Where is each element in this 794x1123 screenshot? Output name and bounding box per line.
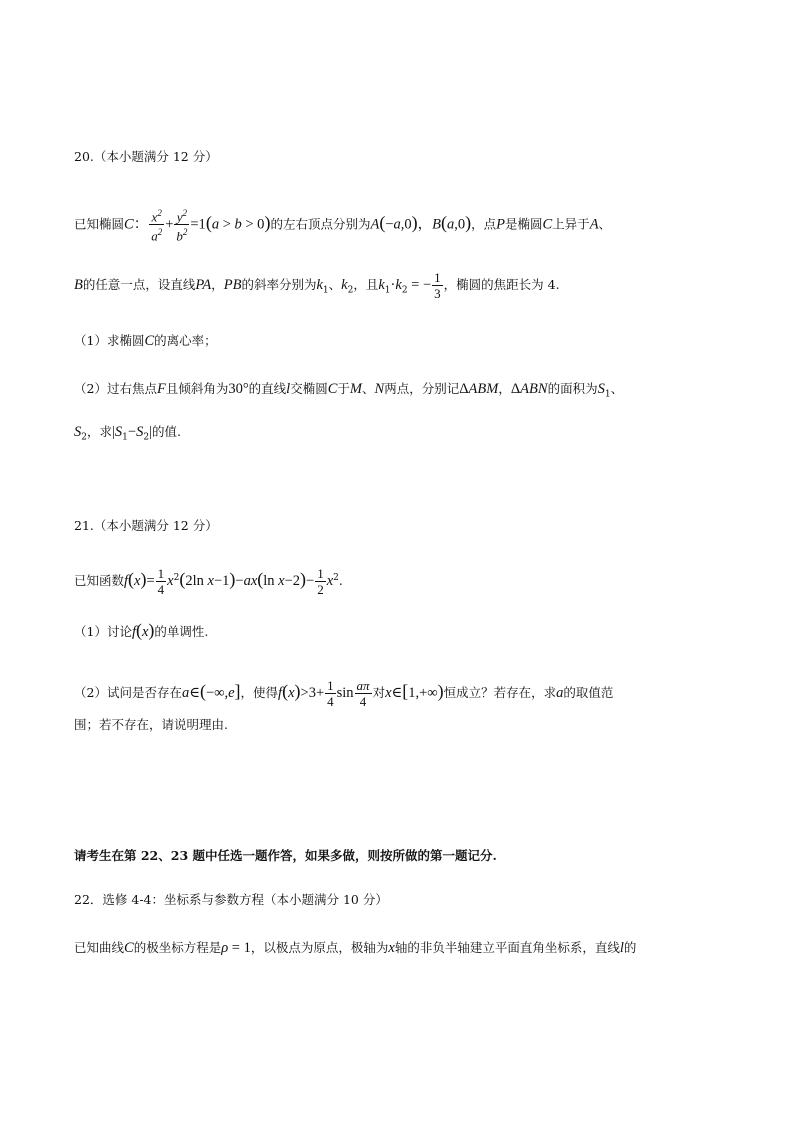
q21-intro: 已知函数f(x)= $\frac{1}{4}$ $x^2(2\ln$ x−1)−ax(ln x−2)− $\frac{1}{2}$ $x^2$. <box>74 566 343 597</box>
q21-sub2-line2: 围；若不存在，请说明理由. <box>74 717 228 732</box>
q20-header: 20.（本小题满分 12 分） <box>74 149 218 164</box>
q20-sub2-line1: （2）过右焦点F且倾斜角为30°的直线l交椭圆C于M、N两点，分别记ΔABM，ΔABN的面积为$S_1$、 <box>74 381 624 400</box>
q21-sub2-line1: （2）试问是否存在a∈(−∞,e]，使得f(x)>3+ $\frac{1}{4}$ sin $\frac{a\pi}{4}$ 对x∈[1,+∞)恒成立？若存在，求a的取值范 <box>74 678 614 709</box>
q21-header: 21.（本小题满分 12 分） <box>74 518 218 533</box>
q21-sub1: （1）讨论f(x)的单调性. <box>74 620 209 640</box>
q20-sub1: （1）求椭圆C的离心率； <box>74 333 217 349</box>
selection-notice: 请考生在第 22、23 题中任选一题作答，如果多做，则按所做的第一题记分. <box>74 848 497 863</box>
q22-header: 22．选修 4-4：坐标系与参数方程（本小题满分 10 分） <box>74 892 388 907</box>
q20-sub2-line2: $S_2$，求$|S_1-S_2|$的值. <box>74 424 181 443</box>
q20-paragraph-1: 已知椭圆C： $\frac{x^2}{a^2}$ + $\frac{y^2}{b^2}$ =1(a > b > 0)的左右顶点分别为A(−a,0)，B(a,0)，点P是椭圆C上异于A、 <box>74 208 612 244</box>
q22-paragraph-1: 已知曲线C的极坐标方程是ρ = 1，以极点为原点，极轴为x轴的非负半轴建立平面直角坐标系，直线l的 <box>74 940 637 956</box>
q20-paragraph-2: B的任意一点，设直线PA，PB的斜率分别为$k_1$、$k_2$，且$k_1\cdot k_2$ = − $\frac{1}{3}$ ，椭圆的焦距长为 4. <box>74 270 560 301</box>
